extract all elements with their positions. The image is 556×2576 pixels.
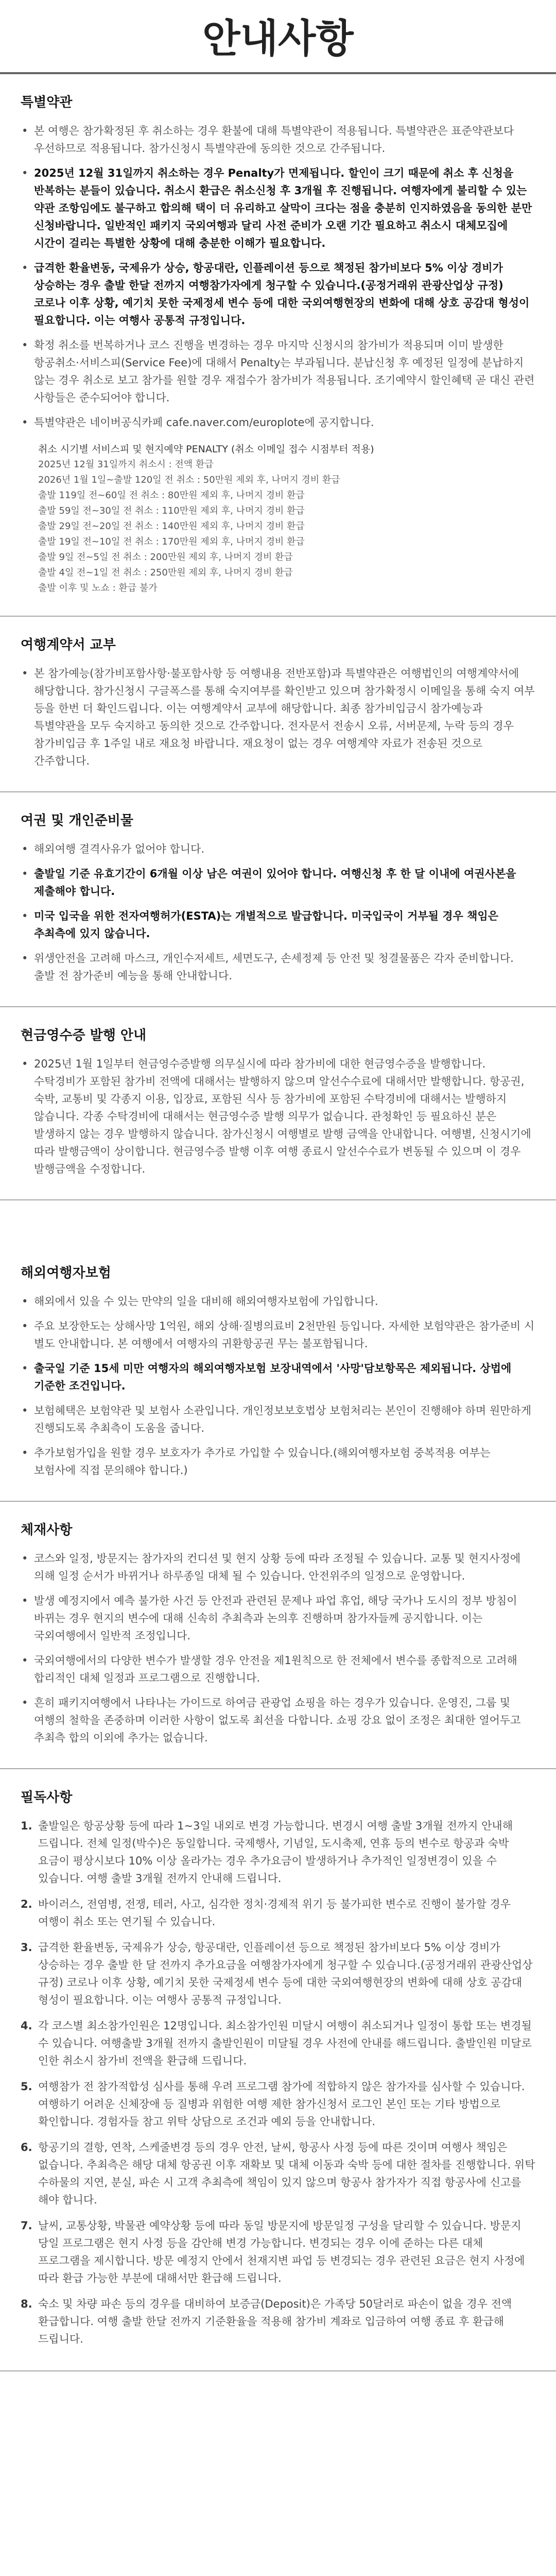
list-item: • 추가보험가입을 원할 경우 보호자가 추가로 가입할 수 있습니다.(해외여행자보험 중복적용 여부는 보험사에 직접 문의해야 합니다.) [21, 1444, 535, 1479]
insurance-list [21, 1293, 535, 1479]
section-heading: 체재사항 [21, 1522, 73, 1538]
list-item: • 발생 예정지에서 예측 불가한 사건 등 안전과 관련된 문제나 파업 휴업, 해당 국가나 도시의 정부 방침이 바뀌는 경우 현지의 변수에 대해 신속히 추최측과 논의후 진행하며 참가자들께 공지합니다. 이는 국외여행에서 일반적 조정입니다. [21, 1592, 535, 1645]
list-item: 4. 각 코스별 최소참가인원은 12명입니다. 최소참가인원 미달시 여행이 취소되거나 일정이 통합 또는 변경될 수 있습니다. 여행출발 3개월 전까지 출발인원이 미달될 경우 사전에 안내를 해드립니다. 출발인원 미달로 인한 취소시 참가비 전액을 환급해 드립니다. [21, 2020, 532, 2067]
section-heading: 현금영수증 발행 안내 [21, 1028, 147, 1043]
fee-line: 출발 19일 전~10일 전 취소 : 170만원 제외 후, 나머지 경비 환급 [38, 536, 305, 547]
list-item: • 위생안전을 고려해 마스크, 개인수저세트, 세면도구, 손세정제 등 안전 및 청결물품은 각자 준비합니다. 출발 전 참가준비 예능을 통해 안내합니다. [21, 950, 535, 985]
special-terms-section [0, 74, 556, 617]
stay-section [0, 1502, 556, 1769]
list-item: 5. 여행참가 전 참가적합성 심사를 통해 우려 프로그램 참가에 적합하지 않은 참가자를 심사할 수 있습니다. 여행하기 어려운 신체장애 등 질병과 위험한 여행 제한 참가신청서 로그인 본인 또는 기타 방법으로 확인합니다. 경험자들 참고 위탁 상담으로 조건과 예외 등을 안내합니다. [21, 2080, 525, 2128]
list-item: 3. 급격한 환율변동, 국제유가 상승, 항공대란, 인플레이션 등으로 책정된 참가비보다 5% 이상 경비가 상승하는 경우 출발 한 달 전까지 추가요금을 여행참가자에게 청구할 수 있습니다.(공정거래위 관광산업상 규정) 코로나 이후 상황, 예기치 못한 국제정세 변수 등에 대한 국외여행현장의 변화에 대해 상호 공감대 형성이 필요합니다. 이는 여행사 공통적 규정입니다. [21, 1941, 533, 2006]
list-item: 1. 출발일은 항공상황 등에 따라 1~3일 내외로 변경 가능합니다. 변경시 여행 출발 3개월 전까지 안내해 드립니다. 전체 일정(박수)은 동일합니다. 국제행사, 기념일, 도시축제, 연휴 등의 변수로 항공과 숙박 요금이 평상시보다 10% 이상 올라가는 경우 추가요금이 발생하거나 추가적인 일정변경이 있을 수 있습니다. 여행 출발 3개월 전까지 안내해 드립니다. [21, 1820, 513, 1885]
stay-list [21, 1550, 535, 1747]
fee-line: 취소 시기별 서비스피 및 현지예약 PENALTY (취소 이메일 접수 시점부터 적용) [38, 444, 374, 455]
section-heading: 특별약관 [21, 95, 73, 110]
fee-line: 출발 이후 및 노쇼 : 환급 불가 [38, 583, 158, 594]
fee-line: 2026년 1월 1일~출발 120일 전 취소 : 50만원 제외 후, 나머지 경비 환급 [38, 474, 340, 485]
must-read-list [21, 1817, 535, 2348]
special-terms-list [21, 122, 535, 431]
list-item: • 해외여행 결격사유가 없어야 합니다. [21, 840, 535, 858]
list-item: 7. 날씨, 교통상황, 박물관 예약상황 등에 따라 동일 방문지에 방문일정 구성을 달리할 수 있습니다. 방문지 당일 프로그램은 현지 사정 등을 감안해 변경 가능합니다. 변경되는 경우 이에 준하는 다른 대체 프로그램을 제시합니다. 방문 예정지 안에서 천재지변 파업 등 변경되는 경우 관련된 요금은 현지 사정에 따라 환급 가능한 부분에 대해서만 환급해 드립니다. [21, 2219, 525, 2284]
contract-list [21, 665, 535, 770]
list-item: • 국외여행에서의 다양한 변수가 발생할 경우 안전을 제1원칙으로 한 전체에서 변수를 종합적으로 고려해 합리적인 대체 일정과 프로그램으로 진행합니다. [21, 1652, 535, 1687]
section-heading: 필독사항 [21, 1790, 73, 1805]
cancellation-fee-table [21, 438, 535, 601]
list-item: • 2025년 12월 31일까지 취소하는 경우 Penalty가 면제됩니다. 할인이 크기 때문에 취소 후 신청을 반복하는 분들이 있습니다. 취소시 환급은 취소신청 후 3개월 후 진행됩니다. 여행자에게 불리할 수 있는 약관 조항임에도 불구하고 합의해 택이 더 유리하고 살막이 크다는 점을 충분히 인지하였음을 동의한 분만 신청바랍니다. 일반적인 패키지 국외여행과 달리 사전 준비가 오랜 기간 필요하고 취소시 대체모집에 시간이 걸리는 특별한 상황에 대해 충분한 이해가 필요합니다. [21, 164, 535, 252]
passport-list [21, 840, 535, 985]
receipt-section [0, 1007, 556, 1200]
list-item: • 흔히 패키지여행에서 나타나는 가이드로 하여금 관광업 쇼핑을 하는 경우가 있습니다. 운영진, 그룹 및 여행의 철학을 존중하며 이러한 사항이 없도록 최선을 다합니다. 쇼핑 강요 없이 조정은 최대한 열어두고 추최측 합의 이외에 추가는 없습니다. [21, 1694, 535, 1747]
list-item: • 본 여행은 참가확정된 후 취소하는 경우 환불에 대해 특별약관이 적용됩니다. 특별약관은 표준약관보다 우선하므로 적용됩니다. 참가신청시 특별약관에 동의한 것으로 간주됩니다. [21, 122, 535, 157]
list-item: • 급격한 환율변동, 국제유가 상승, 항공대란, 인플레이션 등으로 책정된 참가비보다 5% 이상 경비가 상승하는 경우 출발 한달 전까지 여행참가자에게 청구할 수 있습니다.(공정거래위 관광산업상 규정) 코로나 이후 상황, 예기치 못한 국제정세 변수 등에 대한 국외여행현장의 변화에 대해 상호 공감대 형성이 필요합니다. 이는 여행사 공통적 규정입니다. [21, 259, 535, 329]
list-item: 6. 항공기의 결항, 연착, 스케줄변경 등의 경우 안전, 날씨, 항공사 사정 등에 따른 것이며 여행사 책임은 없습니다. 추최측은 해당 대체 항공권 이후 재확보 및 대체 이동과 숙박 등에 대한 절차를 진행합니다. 위탁 수하물의 지연, 분실, 파손 시 고객 추최측에 책임이 있지 않으며 항공사 참가자가 직접 항공사에 신고를 해야 합니다. [21, 2141, 535, 2206]
list-item: • 미국 입국을 위한 전자여행허가(ESTA)는 개별적으로 발급합니다. 미국입국이 거부될 경우 책임은 추최측에 있지 않습니다. [21, 907, 535, 942]
passport-section [0, 792, 556, 1007]
insurance-section [0, 1200, 556, 1502]
contract-section [0, 617, 556, 792]
receipt-list [21, 1055, 535, 1178]
list-item: • 주요 보장한도는 상해사망 1억원, 해외 상해·질병의료비 2천만원 등입니다. 자세한 보험약관은 참가준비 시 별도 안내합니다. 본 여행에서 여행자의 귀환항공권 무는 불포함됩니다. [21, 1317, 535, 1352]
page-title: 안내사항 [202, 15, 354, 61]
list-item: • 출발일 기준 유효기간이 6개월 이상 남은 여권이 있어야 합니다. 여행신청 후 한 달 이내에 여권사본을 제출해야 합니다. [21, 865, 535, 900]
list-item: • 본 참가예능(참가비포함사항·불포함사항 등 여행내용 전반포함)과 특별약관은 여행법인의 여행계약서에 해당합니다. 참가신청시 구글폭스를 통해 숙지여부를 확인받고 있으며 참가확정시 이메일을 통해 숙지 여부 등을 한번 더 확인드립니다. 이는 여행계약서 교부에 해당합니다. 최종 참가비입금시 참가예능과 특별약관을 모두 숙지하고 동의한 것으로 간주합니다. 전자문서 전송시 오류, 서버문제, 누락 등의 경우 참가비입금 후 1주일 내로 재요청 바랍니다. 재요청이 없는 경우 여행계약 자료가 전송된 것으로 간주합니다. [21, 665, 535, 770]
section-heading: 여행계약서 교부 [21, 637, 116, 653]
must-read-section [0, 1769, 556, 2371]
list-item: • 코스와 일정, 방문지는 참가자의 컨디션 및 현지 상황 등에 따라 조정될 수 있습니다. 교통 및 현지사정에 의해 일정 순서가 바뀌거나 하루종일 대체 될 수 있습니다. 안전위주의 일정으로 운영합니다. [21, 1550, 535, 1585]
section-heading: 여권 및 개인준비물 [21, 813, 134, 828]
fee-line: 출발 59일 전~30일 전 취소 : 110만원 제외 후, 나머지 경비 환급 [38, 505, 305, 516]
list-item: • 확정 취소를 번복하거나 코스 진행을 변경하는 경우 마지막 신청시의 참가비가 적용되며 이미 발생한 항공취소·서비스피(Service Fee)에 대해서 Penalty는 부과됩니다. 분납신청 후 예정된 일정에 분납하지 않는 경우 취소로 보고 참가를 원할 경우 재접수가 참가비가 적용됩니다. 조기예약시 할인혜택 곧 대신 관련 사항들은 준수되어야 합니다. [21, 336, 535, 406]
list-item: • 2025년 1월 1일부터 현금영수증발행 의무실시에 따라 참가비에 대한 현금영수증을 발행합니다. 수탁경비가 포함된 참가비 전액에 대해서는 발행하지 않으며 알선수수료에 대해서만 발행합니다. 항공권, 숙박, 교통비 및 각종지 이용, 입장료, 포함된 식사 등 참가비에 포함된 수탁경비에 대해서는 발행하지 않습니다. 각종 수탁경비에 대해서는 현금영수증 발행 의무가 없습니다. 관청확인 등 필요하신 분은 발생하지 않는 경우 발행하지 않습니다. 참가신청시 여행별로 발행 금액을 안내합니다. 여행별, 신청시기에 따라 발행금액이 상이합니다. 현금영수증 발행 이후 여행 종료시 알선수수료가 변동될 수 있으며 이 경우 발행금액을 수정합니다. [21, 1055, 535, 1178]
fee-line: 출발 4일 전~1일 전 취소 : 250만원 제외 후, 나머지 경비 환급 [38, 567, 293, 578]
list-item: • 해외에서 있을 수 있는 만약의 일을 대비해 해외여행자보험에 가입합니다. [21, 1293, 535, 1310]
list-item: 2. 바이러스, 전염병, 전쟁, 테러, 사고, 심각한 정치·경제적 위기 등 불가피한 변수로 진행이 불가할 경우 여행이 취소 또는 연기될 수 있습니다. [21, 1898, 511, 1928]
fee-line: 출발 9일 전~5일 전 취소 : 200만원 제외 후, 나머지 경비 환급 [38, 552, 293, 563]
list-item: • 출국일 기준 15세 미만 여행자의 해외여행자보험 보장내역에서 '사망'담보항목은 제외됩니다. 상법에 기준한 조건입니다. [21, 1360, 535, 1395]
list-item: 8. 숙소 및 차량 파손 등의 경우를 대비하여 보증금(Deposit)은 가족당 50달러로 파손이 없을 경우 전액 환급합니다. 여행 출발 한달 전까지 기준환율을 적용해 참가비 계좌로 입금하여 여행 종료 후 환급해 드립니다. [21, 2298, 512, 2345]
list-item: • 보험혜택은 보험약관 및 보험사 소관입니다. 개인정보보호법상 보험처리는 본인이 진행해야 하며 원만하게 진행되도록 추최측이 도움을 줍니다. [21, 1402, 535, 1437]
section-heading: 해외여행자보험 [21, 1265, 111, 1281]
fee-line: 출발 119일 전~60일 전 취소 : 80만원 제외 후, 나머지 경비 환급 [38, 490, 305, 501]
fee-line: 2025년 12월 31일까지 취소시 : 전액 환급 [38, 459, 214, 470]
list-item: • 특별약관은 네이버공식카페 cafe.naver.com/europlote에 공지합니다. [21, 414, 535, 431]
fee-line: 출발 29일 전~20일 전 취소 : 140만원 제외 후, 나머지 경비 환급 [38, 521, 305, 532]
